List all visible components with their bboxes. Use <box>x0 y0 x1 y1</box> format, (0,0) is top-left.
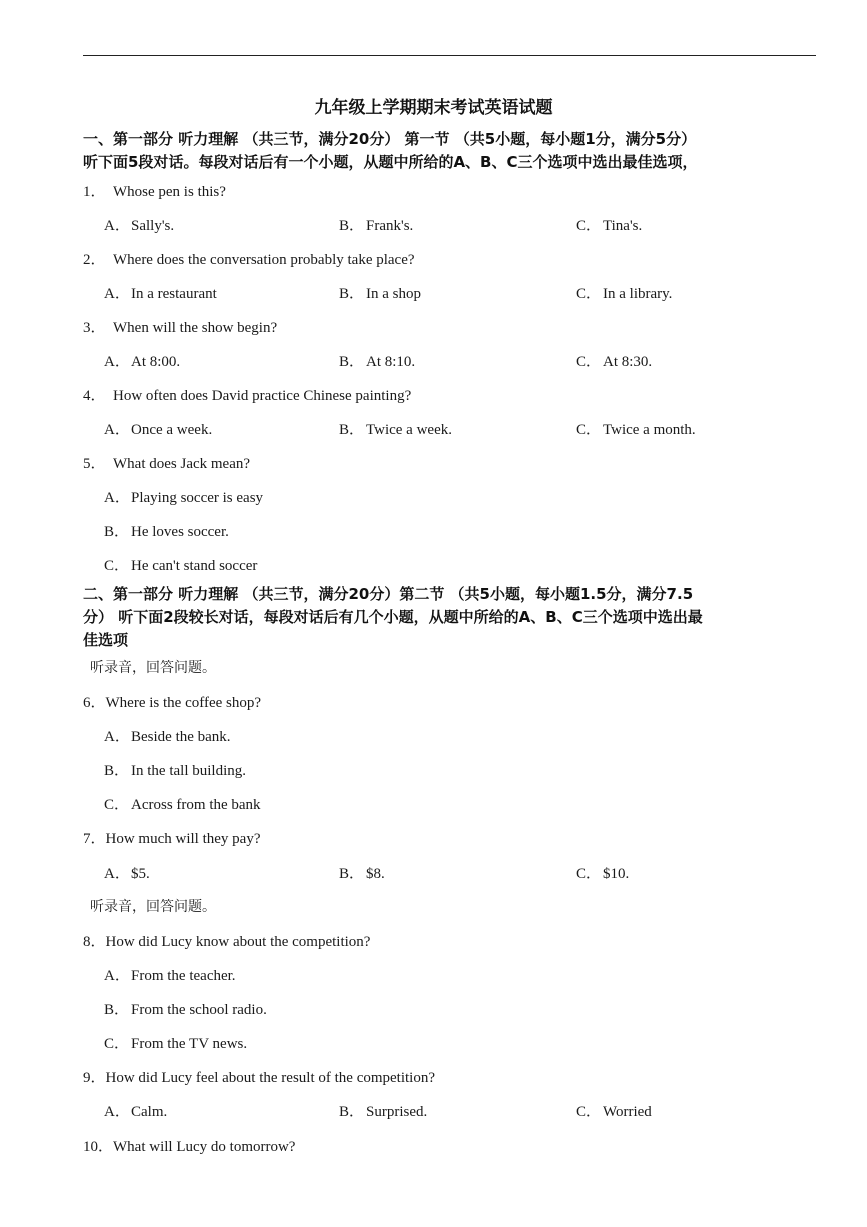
question-text: Where is the coffee shop? <box>105 695 262 711</box>
question-text: Where does the conversation probably take place? <box>113 252 415 268</box>
page-title: 九年级上学期期末考试英语试题 <box>314 98 553 118</box>
question-3 <box>83 318 277 338</box>
option-b: B． Frank's. <box>339 218 414 234</box>
option-a: A．In a restaurant <box>104 286 217 302</box>
question-text: What does Jack mean? <box>113 456 251 472</box>
option-b: B． He loves soccer. <box>104 524 229 540</box>
question-number: 9． <box>83 1070 106 1086</box>
option-a: A．Beside the bank. <box>104 729 231 745</box>
question-1 <box>83 182 226 202</box>
option-c: C． At 8:30. <box>576 354 653 370</box>
section-1-line-1: 一、第一部分 听力理解 （共三节，满分20分） 第一节 （共5小题，每小题1分，满分5分） <box>83 130 697 148</box>
question-6 <box>83 693 261 713</box>
question-text: How often does David practice Chinese painting? <box>113 388 412 404</box>
section-2-line-1: 二、第一部分 听力理解 （共三节，满分20分）第二节 （共5小题，每小题1.5分，满分7.5 <box>83 585 694 603</box>
option-c: C． He can't stand soccer <box>104 558 258 574</box>
section-1-heading <box>83 128 823 174</box>
question-9 <box>83 1068 435 1088</box>
section-2-line-2: 分） 听下面2段较长对话，每段对话后有几个小题，从题中所给的A、B、C三个选项中选出最 <box>83 608 703 626</box>
question-text: How did Lucy know about the competition? <box>105 934 371 950</box>
question-7 <box>83 829 260 849</box>
question-number: 7． <box>83 831 106 847</box>
question-4 <box>83 386 411 406</box>
option-b: B． In the tall building. <box>104 763 246 779</box>
question-8 <box>83 932 370 952</box>
option-c: C． Twice a month. <box>576 422 696 438</box>
option-b: B． $8. <box>339 866 385 882</box>
option-c: C． In a library. <box>576 286 673 302</box>
option-c: C． From the TV news. <box>104 1036 248 1052</box>
option-b: B． In a shop <box>339 286 421 302</box>
question-number: 1． <box>83 184 106 200</box>
option-a: A．From the teacher. <box>104 968 236 984</box>
section-1-line-2: 听下面5段对话。每段对话后有一个小题，从题中所给的A、B、C三个选项中选出最佳选项， <box>83 153 698 171</box>
section-2-line-3: 佳选项 <box>83 631 129 649</box>
listening-instruction: 听录音，回答问题。 <box>90 899 216 915</box>
header-rule <box>83 55 816 56</box>
option-b: B． Twice a week. <box>339 422 452 438</box>
question-text: Whose pen is this? <box>113 184 226 200</box>
option-a: A．Calm. <box>104 1104 168 1120</box>
question-text: How much will they pay? <box>105 831 261 847</box>
option-c: C． Tina's. <box>576 218 643 234</box>
question-2 <box>83 250 415 270</box>
option-b: B． At 8:10. <box>339 354 416 370</box>
option-c: C． Across from the bank <box>104 797 261 813</box>
question-text: When will the show begin? <box>113 320 278 336</box>
question-number: 6． <box>83 695 106 711</box>
option-a: A．Once a week. <box>104 422 213 438</box>
option-a: A．$5. <box>104 866 150 882</box>
question-number: 5． <box>83 456 106 472</box>
question-10 <box>83 1137 295 1157</box>
question-text: How did Lucy feel about the result of the competition? <box>105 1070 436 1086</box>
section-2-heading <box>83 583 823 652</box>
question-text: What will Lucy do tomorrow? <box>113 1139 296 1155</box>
option-b: B． From the school radio. <box>104 1002 267 1018</box>
option-b: B． Surprised. <box>339 1104 428 1120</box>
question-number: 4． <box>83 388 106 404</box>
question-number: 3． <box>83 320 106 336</box>
option-c: C． Worried <box>576 1104 652 1120</box>
question-number: 2． <box>83 252 106 268</box>
option-a: A．Sally's. <box>104 218 175 234</box>
question-number: 10． <box>83 1139 114 1155</box>
listening-instruction: 听录音，回答问题。 <box>90 660 216 676</box>
option-a: A．At 8:00. <box>104 354 181 370</box>
question-number: 8． <box>83 934 106 950</box>
option-c: C． $10. <box>576 866 630 882</box>
option-a: A．Playing soccer is easy <box>104 490 264 506</box>
question-5 <box>83 454 250 474</box>
